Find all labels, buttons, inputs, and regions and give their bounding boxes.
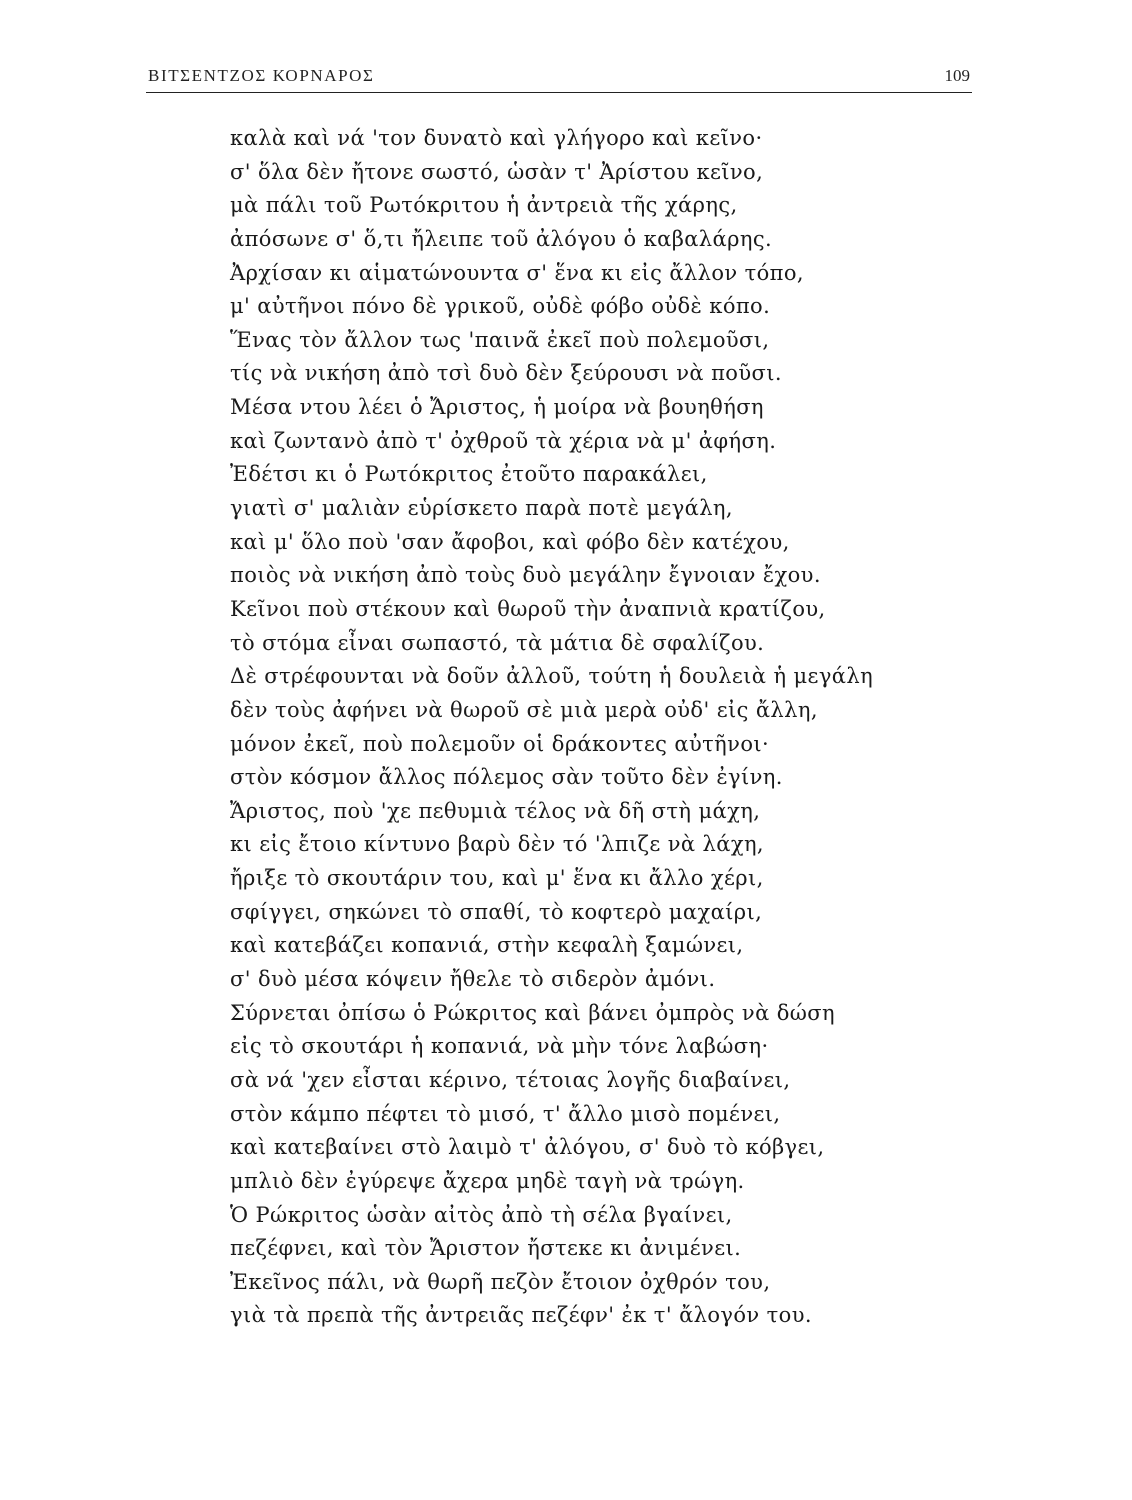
running-title: ΒΙΤΣΕΝΤΖΟΣ ΚΟΡΝΑΡΟΣ — [148, 66, 375, 85]
verse-line: μὰ πάλι τοῦ Ρωτόκριτου ἡ ἀντρειὰ τῆς χάρης, — [230, 193, 738, 218]
verse-line: ἤριξε τὸ σκουτάριν του, καὶ μ' ἕνα κι ἄλλο χέρι, — [230, 866, 764, 891]
verse-line: στὸν κάμπο πέφτει τὸ μισό, τ' ἄλλο μισὸ πομένει, — [230, 1101, 781, 1126]
verse-line: καὶ μ' ὅλο ποὺ 'σαν ἄφοβοι, καὶ φόβο δὲν κατέχου, — [230, 529, 790, 554]
verse-line: καλὰ καὶ νά 'τον δυνατὸ καὶ γλήγορο καὶ κεῖνο· — [230, 126, 763, 150]
verse-line: σ' ὅλα δὲν ἤτονε σωστό, ὡσὰν τ' Ἀρίστου κεῖνο, — [230, 159, 764, 184]
verse-line: Δὲ στρέφουνται νὰ δοῦν ἀλλοῦ, τούτη ἡ δουλειὰ ἡ μεγάλη — [230, 664, 874, 689]
verse-line: μ' αὐτῆνοι πόνο δὲ γρικοῦ, οὐδὲ φόβο οὐδὲ κόπο. — [230, 294, 771, 319]
verse-line: Μέσα ντου λέει ὁ Ἄριστος, ἡ μοίρα νὰ βουηθήση — [230, 395, 764, 420]
verse-block — [230, 122, 950, 1333]
verse-line: πεζέφνει, καὶ τὸν Ἄριστον ἤστεκε κι ἀνιμένει. — [230, 1236, 742, 1261]
verse-line: στὸν κόσμον ἄλλος πόλεμος σὰν τοῦτο δὲν ἐγίνη. — [230, 765, 783, 790]
verse-line: σὰ νά 'χεν εἶσται κέρινο, τέτοιας λογῆς διαβαίνει, — [230, 1067, 791, 1092]
verse-line: μόνον ἐκεῖ, ποὺ πολεμοῦν οἱ δράκοντες αὐτῆνοι· — [230, 731, 770, 756]
verse-line: καὶ ζωντανὸ ἀπὸ τ' ὀχθροῦ τὰ χέρια νὰ μ' ἀφήση. — [230, 428, 777, 453]
verse-line: τὸ στόμα εἶναι σωπαστό, τὰ μάτια δὲ σφαλίζου. — [230, 630, 765, 655]
verse-line: Ἐδέτσι κι ὁ Ρωτόκριτος ἐτοῦτο παρακάλει, — [230, 462, 708, 487]
verse-line: Ἀρχίσαν κι αἱματώνουντα σ' ἕνα κι εἰς ἄλλον τόπο, — [230, 260, 804, 285]
running-head — [146, 60, 972, 93]
verse-line: γιατὶ σ' μαλιὰν εὑρίσκετο παρὰ ποτὲ μεγάλη, — [230, 496, 733, 521]
verse-line: μπλιὸ δὲν ἐγύρεψε ἄχερα μηδὲ ταγὴ νὰ τρώγη. — [230, 1168, 745, 1193]
verse-line: καὶ κατεβάζει κοπανιά, στὴν κεφαλὴ ξαμώνει, — [230, 933, 744, 958]
verse-line: Ἄριστος, ποὺ 'χε πεθυμιὰ τέλος νὰ δῆ στὴ μάχη, — [230, 798, 761, 823]
verse-line: σ' δυὸ μέσα κόψειν ἤθελε τὸ σιδερὸν ἀμόνι. — [230, 967, 716, 992]
verse-line: σφίγγει, σηκώνει τὸ σπαθί, τὸ κοφτερὸ μαχαίρι, — [230, 899, 763, 924]
verse-line: κι εἰς ἔτοιο κίντυνο βαρὺ δὲν τό 'λπιζε νὰ λάχη, — [230, 832, 765, 857]
verse-line: εἰς τὸ σκουτάρι ἡ κοπανιά, νὰ μὴν τόνε λαβώση· — [230, 1034, 769, 1059]
page-number: 109 — [944, 66, 970, 85]
verse-line: τίς νὰ νικήση ἀπὸ τσὶ δυὸ δὲν ξεύρουσι νὰ ποῦσι. — [230, 361, 782, 386]
verse-line: Σύρνεται ὀπίσω ὁ Ρώκριτος καὶ βάνει ὀμπρὸς νὰ δώση — [230, 1000, 836, 1025]
verse-line: Ἕνας τὸν ἄλλον τως 'παινᾶ ἐκεῖ ποὺ πολεμοῦσι, — [230, 327, 770, 352]
verse-line: δὲν τοὺς ἀφήνει νὰ θωροῦ σὲ μιὰ μερὰ οὐδ' εἰς ἄλλη, — [230, 697, 818, 722]
verse-line: Ἐκεῖνος πάλι, νὰ θωρῆ πεζὸν ἔτοιον ὀχθρόν του, — [230, 1269, 771, 1294]
verse-line: γιὰ τὰ πρεπὰ τῆς ἀντρειᾶς πεζέφν' ἐκ τ' ἄλογόν του. — [230, 1303, 812, 1328]
verse-line: Ὁ Ρώκριτος ὡσὰν αἰτὸς ἀπὸ τὴ σέλα βγαίνει, — [230, 1202, 733, 1227]
verse-line: Κεῖνοι ποὺ στέκουν καὶ θωροῦ τὴν ἀναπνιὰ κρατίζου, — [230, 596, 826, 621]
verse-line: ἀπόσωνε σ' ὅ,τι ἤλειπε τοῦ ἀλόγου ὁ καβαλάρης. — [230, 226, 773, 251]
verse-line: καὶ κατεβαίνει στὸ λαιμὸ τ' ἀλόγου, σ' δυὸ τὸ κόβγει, — [230, 1135, 825, 1160]
verse-line: ποιὸς νὰ νικήση ἀπὸ τοὺς δυὸ μεγάλην ἔγνοιαν ἔχου. — [230, 563, 821, 588]
